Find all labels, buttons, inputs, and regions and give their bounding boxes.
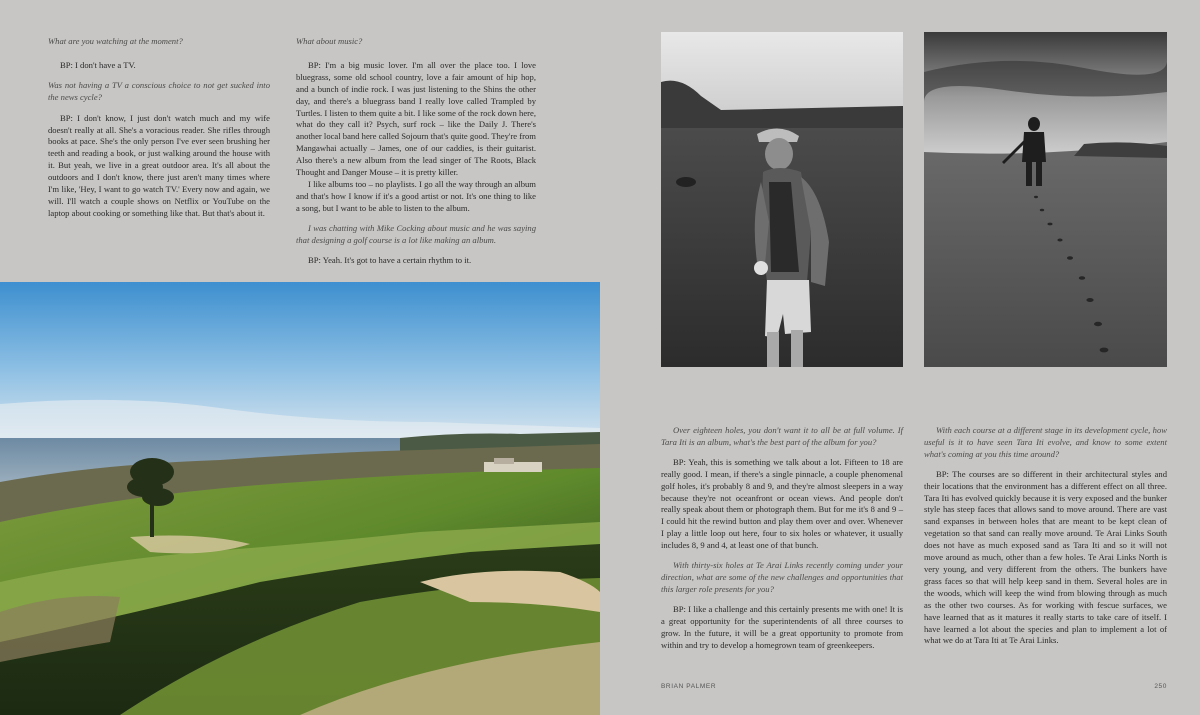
golfer-walking-dunes-photo <box>924 32 1167 367</box>
question-text: Was not having a TV a conscious choice to not get sucked into the news cycle? <box>48 79 270 102</box>
answer-text: BP: I'm a big music lover. I'm all over the place too. I love bluegrass, some old school country, love a fair amount of hip hop, and a bunch of indie rock. I was just listening to the Shins the other day, and there's a bluegrass band I really love called Trampled by Turtles. I listen to them quite a bit. I like some of the rock down here, what do they call it? Psych, surf rock – like the Daily J. There's another local band here called Sojourn that's quite good. They're from Mangawhai actually – James, one of our caddies, is their guitarist. Also there's a new album from the lead singer of The Roots, Black Thought and Danger Mouse – it is pretty killer. <box>296 59 536 178</box>
page-number: 250 <box>1154 683 1167 690</box>
interview-column-left-1 <box>48 36 270 220</box>
question-text: With thirty-six holes at Te Arai Links recently coming under your direction, what are some of the new challenges and opportunities that this larger role presents for you? <box>661 560 903 594</box>
answer-text: BP: The courses are so different in their architectural styles and their locations that the environment has a different effect on all three. Tara Iti has evolved quickly because it is very exposed and the bunker style has steep faces that allows sand to move around. There are vast sand expanses in between holes that are meant to be kept clean of vegetation so that sand can really move around. Te Arai Links South does not have as much exposed sand as Tara Iti and so it will not move around as much, other than a few holes. Te Arai Links North is very young, and very different from the others. The bunkers have grass faces so that will help keep sand in them. Several holes are in the woods, which will keep the wind from blowing through as much as the other two courses. As for working with fescue surfaces, we have learned that as it matures it really starts to take care of itself. I have learned a lot about the species and plan to implement a lot of what we do at Tara Iti at Te Arai Links. <box>924 468 1167 646</box>
superintendent-portrait-photo <box>661 32 903 367</box>
answer-text: BP: Yeah. It's got to have a certain rhythm to it. <box>308 254 472 265</box>
answer-text: BP: Yeah, this is something we talk about a lot. Fifteen to 18 are really good. I mean, if there's a single pinnacle, a couple phenomenal golf holes, it's probably 8 and 9, and they're almost sleepers in a way because they're not oceanfront or ocean views. And people don't really speak about them or photograph them. But for me it's 8 and 9 – I could hit the rewind button and play them over and over. Whenever I play a little loop out here, four to six holes or whatever, it usually includes 8, 9 and 4, at least one of that bunch. <box>661 456 903 551</box>
answer-text: BP: I don't have a TV. <box>60 59 136 70</box>
interview-column-right-1 <box>661 425 903 651</box>
running-head: BRIAN PALMER <box>661 683 717 690</box>
answer-text: BP: I like a challenge and this certainly presents me with one! It is a great opportunity for the superintendents of all three courses to grow. In the future, it will be a great opportunity to promote from within and try to develop a homegrown team of greenkeepers. <box>661 603 903 650</box>
question-text: What are you watching at the moment? <box>48 36 183 46</box>
question-text: I was chatting with Mike Cocking about music and he was saying that designing a golf course is a lot like making an album. <box>296 222 536 245</box>
question-text: Over eighteen holes, you don't want it to all be at full volume. If Tara Iti is an album, what's the best part of the album for you? <box>661 425 903 447</box>
interview-column-right-2 <box>924 425 1167 647</box>
answer-text: BP: I don't know, I just don't watch much and my wife doesn't really at all. She's a voracious reader. She rifles through books at pace. She's the only person I've ever seen brushing her teeth and reading a book, or just walking around the house with it. But yeah, we live in a great outdoor area. It's all about the outdoors and I don't know, there just aren't many times where I'm like, 'Hey, I want to go watch TV.' Every now and again, we will. I'll watch a couple shows on Netflix or YouTube on the laptop about cooking or something like that. But that's about it. <box>48 112 270 218</box>
question-text: What about music? <box>296 36 363 46</box>
golf-course-coastal-photo <box>0 282 600 715</box>
interview-column-left-2 <box>296 36 536 266</box>
question-text: With each course at a different stage in its development cycle, how useful is it to have seen Tara Iti evolve, and know to some extent what's coming at you this time around? <box>924 425 1167 459</box>
answer-text: I like albums too – no playlists. I go all the way through an album and that's how I know if it's a good artist or not. It's one thing to like a song, but I want to be able to listen to the album. <box>296 178 536 213</box>
